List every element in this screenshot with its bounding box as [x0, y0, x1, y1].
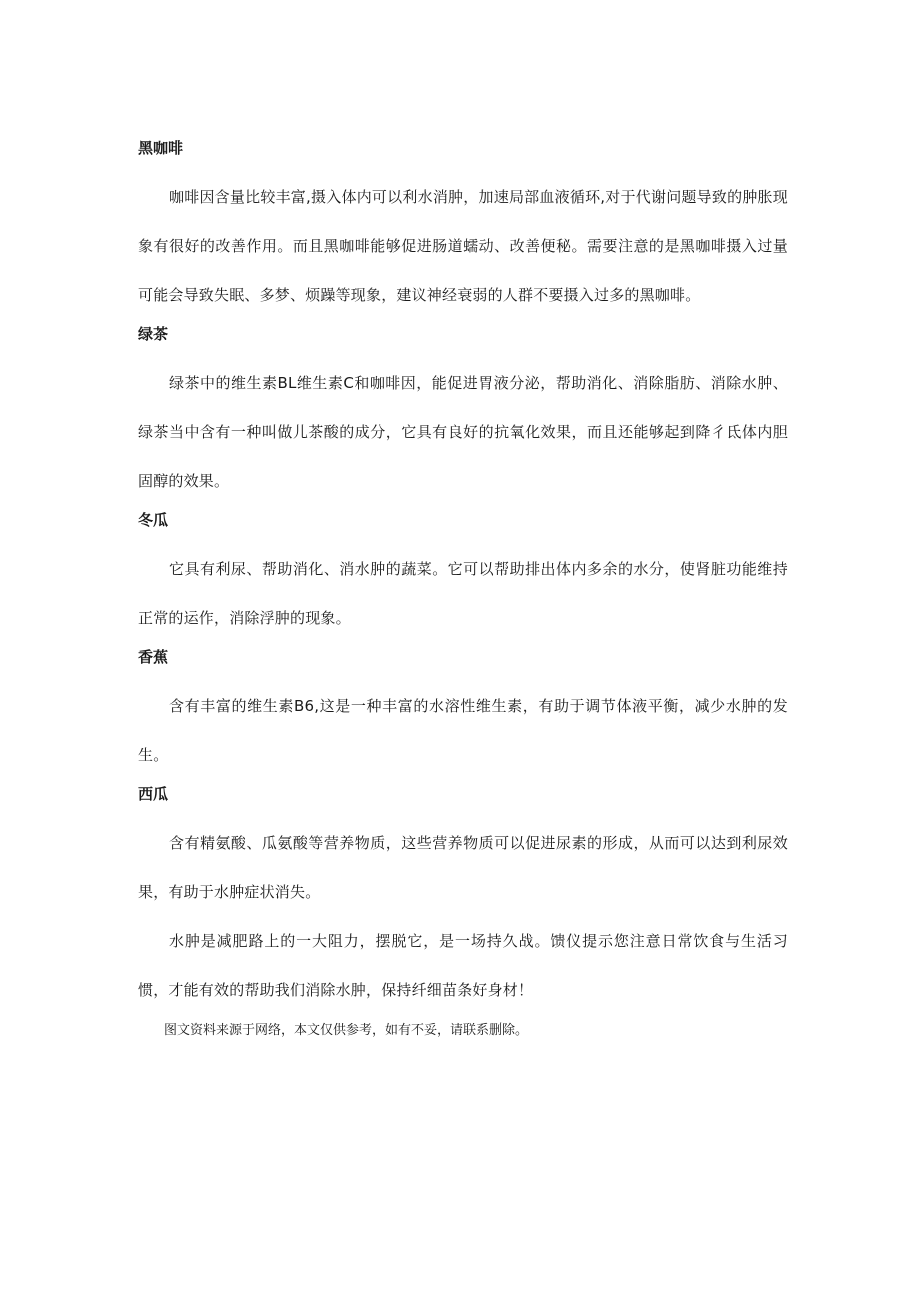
section-paragraph: 咖啡因含量比较丰富,摄入体内可以利水消肿，加速局部血液循环,对于代谢问题导致的肿胀现象有很好的改善作用。而且黑咖啡能够促进肠道蠕动、改善便秘。需要注意的是黑咖啡摄入过量可能会导致失眠、多梦、烦躁等现象，建议神经衰弱的人群不要摄入过多的黑咖啡。: [138, 188, 788, 304]
section-paragraph: 它具有利尿、帮助消化、消水肿的蔬菜。它可以帮助排出体内多余的水分，使肾脏功能维持正常的运作，消除浮肿的现象。: [138, 560, 788, 627]
section-heading: 冬瓜: [138, 511, 169, 529]
section-paragraph: 含有精氨酸、瓜氨酸等营养物质，这些营养物质可以促进尿素的形成，从而可以达到利尿效果，有助于水肿症状消失。: [138, 834, 788, 901]
section-heading: 香蕉: [138, 648, 169, 666]
section-winter-melon: [138, 508, 788, 645]
section-heading: 黑咖啡: [138, 139, 184, 157]
section-paragraph: 含有丰富的维生素B6,这是一种丰富的水溶性维生素，有助于调节体液平衡，减少水肿的发生。: [138, 697, 788, 764]
section-green-tea: [138, 322, 788, 508]
source-disclaimer: 图文资料来源于网络，本文仅供参考，如有不妥，请联系删除。: [164, 1023, 529, 1038]
section-watermelon: [138, 782, 788, 917]
section-banana: [138, 645, 788, 782]
section-heading: 西瓜: [138, 785, 169, 803]
closing-paragraph: 水肿是减肥路上的一大阻力，摆脱它，是一场持久战。馈仪提示您注意日常饮食与生活习惯，才能有效的帮助我们消除水肿，保持纤细苗条好身材！: [138, 932, 788, 999]
section-heading: 绿茶: [138, 325, 169, 343]
section-black-coffee: [138, 136, 788, 322]
section-paragraph: 绿茶中的维生素BL维生素C和咖啡因，能促进胃液分泌，帮助消化、消除脂肪、消除水肿、绿茶当中含有一种叫做儿茶酸的成分，它具有良好的抗氧化效果，而且还能够起到降彳氐体内胆固醇的效果。: [138, 374, 788, 490]
article-body: [138, 136, 788, 1043]
